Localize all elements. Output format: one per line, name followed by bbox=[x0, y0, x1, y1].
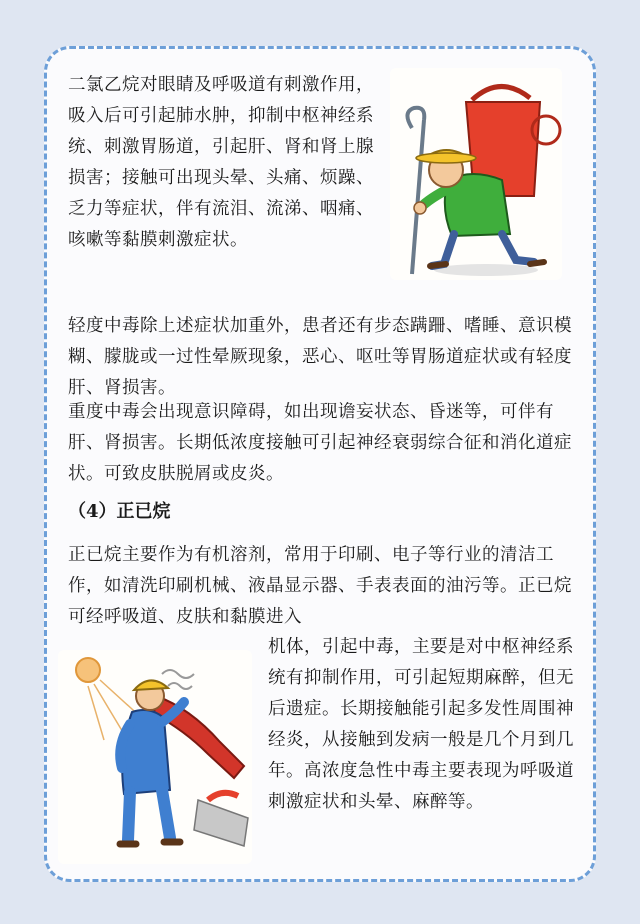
paragraph-severe-poisoning: 重度中毒会出现意识障碍，如出现谵妄状态、昏迷等，可伴有肝、肾损害。长期低浓度接触可引起神经衰弱综合征和消化道症状。可致皮肤脱屑或皮炎。 bbox=[68, 402, 572, 484]
worker-carrying-bucket-illustration bbox=[390, 68, 562, 280]
paragraph-mild-poisoning: 轻度中毒除上述症状加重外，患者还有步态蹒跚、嗜睡、意识模糊、朦胧或一过性晕厥现象，恶心、呕吐等胃肠道症状或有轻度肝、肾损害。 bbox=[68, 316, 572, 398]
dizzy-worker-illustration bbox=[58, 650, 252, 864]
section-heading-n-hexane: （4）正已烷 bbox=[68, 501, 171, 522]
paragraph-dichloroethane-effects: 二氯乙烷对眼睛及呼吸道有刺激作用，吸入后可引起肺水肿，抑制中枢神经系统、刺激胃肠道，引起肝、肾和肾上腺损害；接触可出现头晕、头痛、烦躁、乏力等症状，伴有流泪、流涕、咽痛、咳嗽等黏膜刺激症状。 bbox=[68, 75, 374, 250]
paragraph-n-hexane-usage: 正已烷主要作为有机溶剂，常用于印刷、电子等行业的清洁工作，如清洗印刷机械、液晶显示器、手表表面的油污等。正已烷可经呼吸道、皮肤和黏膜进入 bbox=[68, 545, 572, 627]
paragraph-n-hexane-effects: 机体，引起中毒，主要是对中枢神经系统有抑制作用，可引起短期麻醉，但无后遗症。长期接触能引起多发性周围神经炎，从接触到发病一般是几个月到几年。高浓度急性中毒主要表现为呼吸道刺激症状和头晕、麻醉等。 bbox=[268, 637, 574, 812]
